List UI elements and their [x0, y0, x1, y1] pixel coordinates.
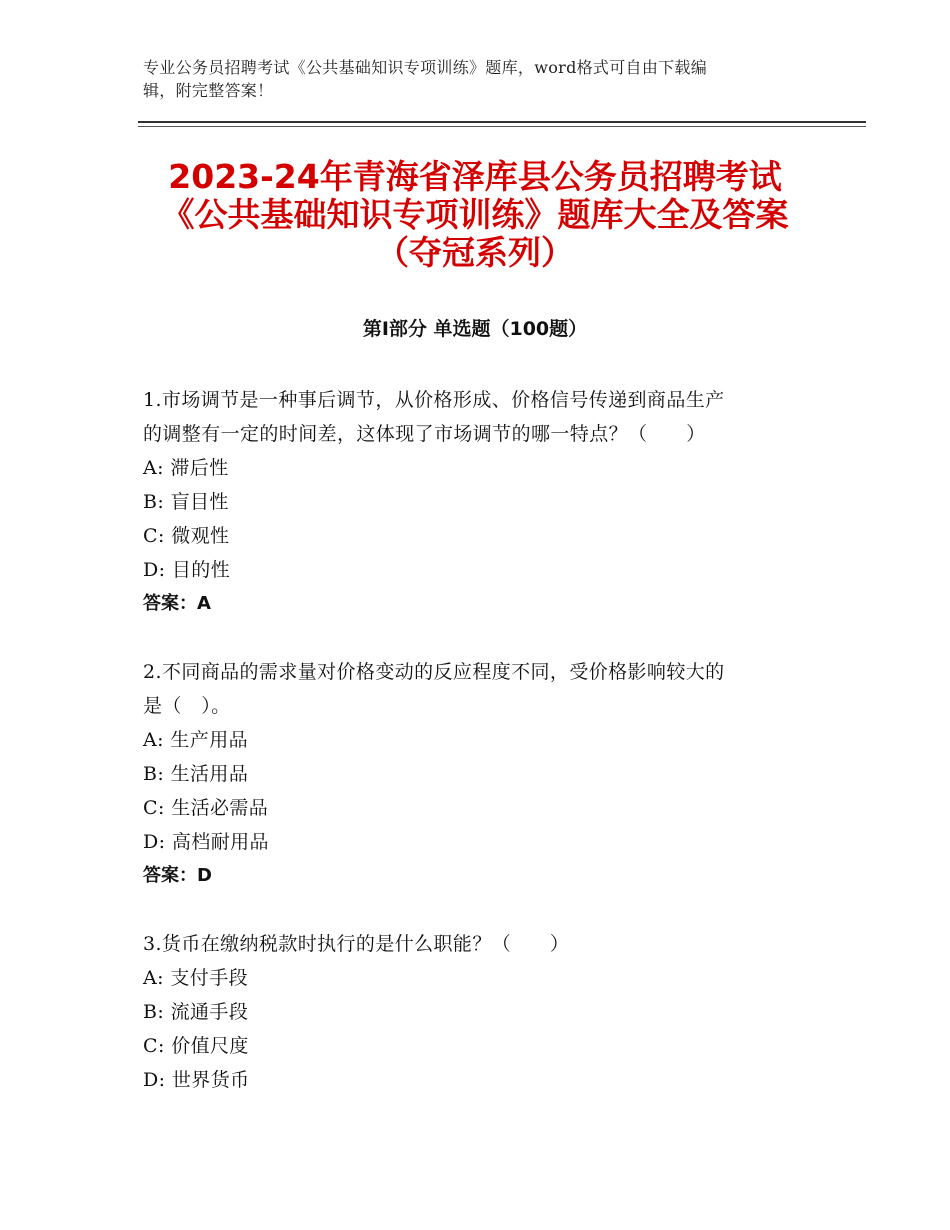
- header-rule-thin: [138, 126, 866, 127]
- document-title: [100, 158, 850, 272]
- title-line-2: 《公共基础知识专项训练》题库大全及答案: [161, 195, 789, 234]
- option-text: 目的性: [171, 559, 231, 581]
- option-letter: C:: [143, 797, 165, 819]
- option-c: [143, 519, 823, 553]
- title-line-1: 2023-24年青海省泽库县公务员招聘考试: [168, 157, 782, 196]
- option-letter: D:: [143, 831, 166, 853]
- option-b: [143, 485, 823, 519]
- option-d: [143, 825, 823, 859]
- header-note-line-2: 辑，附完整答案！: [143, 81, 274, 100]
- question-list: [143, 383, 823, 1131]
- question-text: [143, 655, 823, 723]
- option-c: [143, 1029, 823, 1063]
- question-1: [143, 383, 823, 621]
- title-line-3: （夺冠系列）: [376, 233, 574, 272]
- option-text: 高档耐用品: [171, 831, 269, 853]
- header-note: [143, 56, 823, 102]
- option-c: [143, 791, 823, 825]
- option-d: [143, 1063, 823, 1097]
- option-text: 支付手段: [170, 967, 248, 989]
- option-text: 价值尺度: [171, 1035, 249, 1057]
- option-letter: D:: [143, 559, 166, 581]
- option-text: 滞后性: [170, 457, 229, 479]
- option-letter: C:: [143, 525, 165, 547]
- question-text-line: 2.不同商品的需求量对价格变动的反应程度不同，受价格影响较大的: [143, 661, 725, 683]
- option-letter: A:: [143, 967, 164, 989]
- option-a: [143, 451, 823, 485]
- option-text: 盲目性: [170, 491, 229, 513]
- question-text-line: 3.货币在缴纳税款时执行的是什么职能？（ ）: [143, 933, 570, 955]
- option-letter: B:: [143, 763, 165, 785]
- answer-label: 答案：A: [143, 593, 211, 614]
- option-text: 流通手段: [170, 1001, 249, 1023]
- question-3: [143, 927, 823, 1097]
- header-note-line-1: 专业公务员招聘考试《公共基础知识专项训练》题库，word格式可自由下载编: [143, 58, 708, 77]
- answer-label: 答案：D: [143, 865, 212, 886]
- option-text: 生活用品: [170, 763, 249, 785]
- option-a: [143, 723, 823, 757]
- option-b: [143, 757, 823, 791]
- option-text: 生产用品: [170, 729, 248, 751]
- option-text: 微观性: [171, 525, 230, 547]
- option-letter: C:: [143, 1035, 165, 1057]
- option-text: 世界货币: [171, 1069, 250, 1091]
- option-d: [143, 553, 823, 587]
- option-letter: B:: [143, 491, 165, 513]
- option-a: [143, 961, 823, 995]
- section-title: 第Ⅰ部分 单选题（100题）: [362, 318, 588, 340]
- option-letter: D:: [143, 1069, 166, 1091]
- question-text-line: 是（ ）。: [143, 695, 231, 717]
- question-text: [143, 383, 823, 451]
- option-letter: A:: [143, 457, 164, 479]
- option-letter: A:: [143, 729, 164, 751]
- question-text: [143, 927, 823, 961]
- question-2: [143, 655, 823, 893]
- question-text-line: 1.市场调节是一种事后调节，从价格形成、价格信号传递到商品生产: [143, 389, 725, 411]
- question-text-line: 的调整有一定的时间差，这体现了市场调节的哪一特点？（ ）: [143, 423, 706, 445]
- option-b: [143, 995, 823, 1029]
- option-letter: B:: [143, 1001, 165, 1023]
- option-text: 生活必需品: [171, 797, 269, 819]
- header-rule-thick: [138, 121, 866, 123]
